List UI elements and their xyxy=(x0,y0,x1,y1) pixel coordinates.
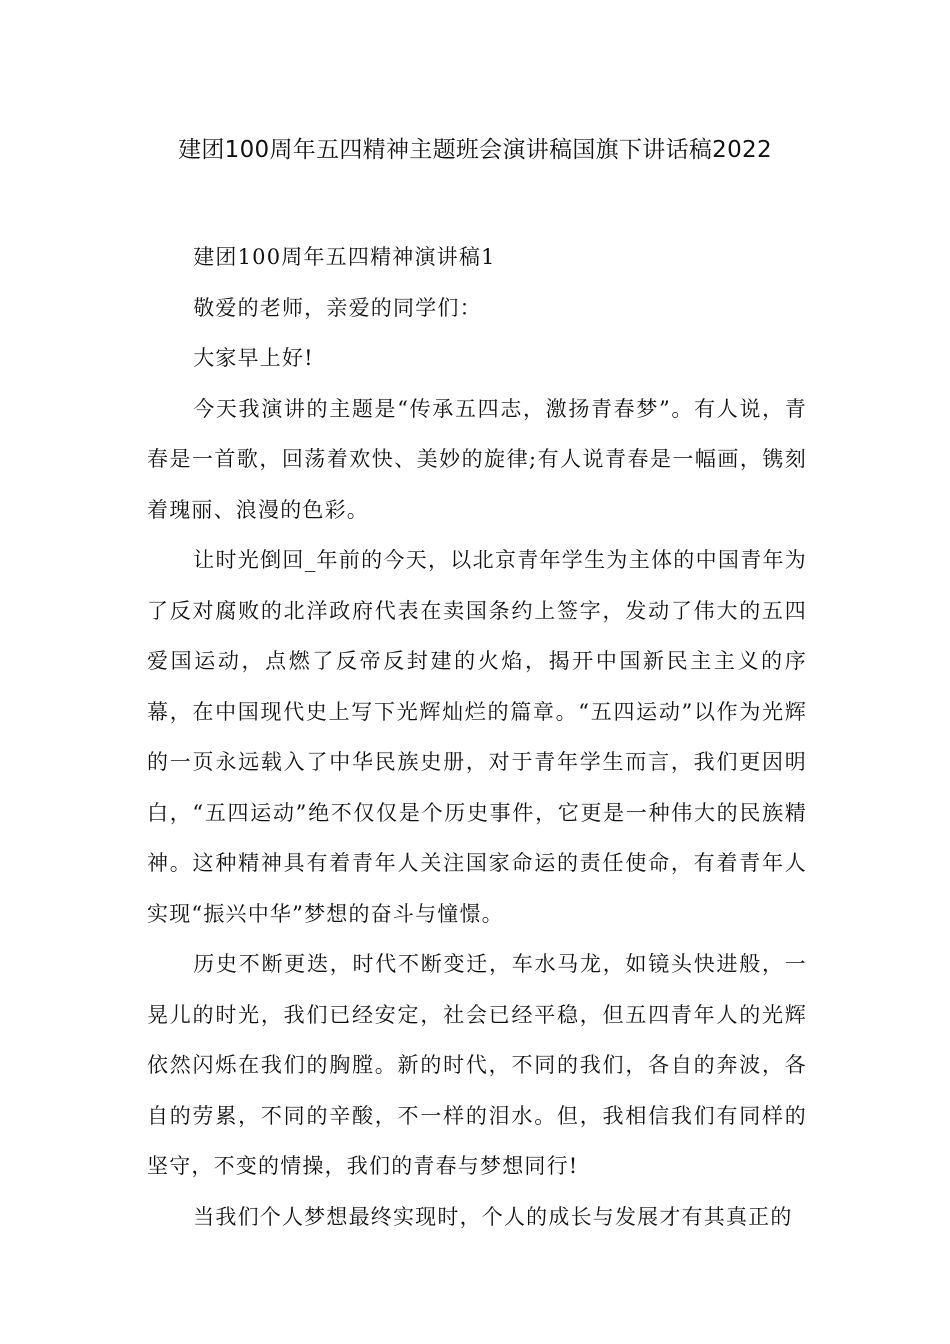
paragraph: 让时光倒回_年前的今天，以北京青年学生为主体的中国青年为了反对腐败的北洋政府代表在卖国条约上签字，发动了伟大的五四爱国运动，点燃了反帝反封建的火焰，揭开中国新民主主义的序幕，在中国现代史上写下光辉灿烂的篇章。“五四运动”以作为光辉的一页永远载入了中华民族史册，对于青年学生而言，我们更因明白，“五四运动”绝不仅仅是个历史事件，它更是一种伟大的民族精神。这种精神具有着青年人关注国家命运的责任使命，有着青年人实现“振兴中华”梦想的奋斗与憧憬。 xyxy=(147,548,807,926)
paragraph: 历史不断更迭，时代不断变迁，车水马龙，如镜头快进般，一晃儿的时光，我们已经安定，社会已经平稳，但五四青年人的光辉依然闪烁在我们的胸膛。新的时代，不同的我们，各自的奔波，各自的劳累，不同的辛酸，不一样的泪水。但，我相信我们有同样的坚守，不变的情操，我们的青春与梦想同行! xyxy=(147,952,807,1178)
paragraph-greeting: 大家早上好! xyxy=(193,346,314,370)
paragraph: 当我们个人梦想最终实现时，个人的成长与发展才有其真正的 xyxy=(193,1204,793,1229)
document-title: 建团100周年五四精神主题班会演讲稿国旗下讲话稿2022 xyxy=(178,137,772,163)
paragraph: 今天我演讲的主题是“传承五四志，激扬青春梦”。有人说，青春是一首歌，回荡着欢快、美妙的旋律;有人说青春是一幅画，镌刻着瑰丽、浪漫的色彩。 xyxy=(147,396,807,522)
paragraph-heading: 建团100周年五四精神演讲稿1 xyxy=(193,245,496,269)
paragraph-salutation: 敬爱的老师，亲爱的同学们： xyxy=(193,295,482,320)
document-body xyxy=(147,232,807,1242)
